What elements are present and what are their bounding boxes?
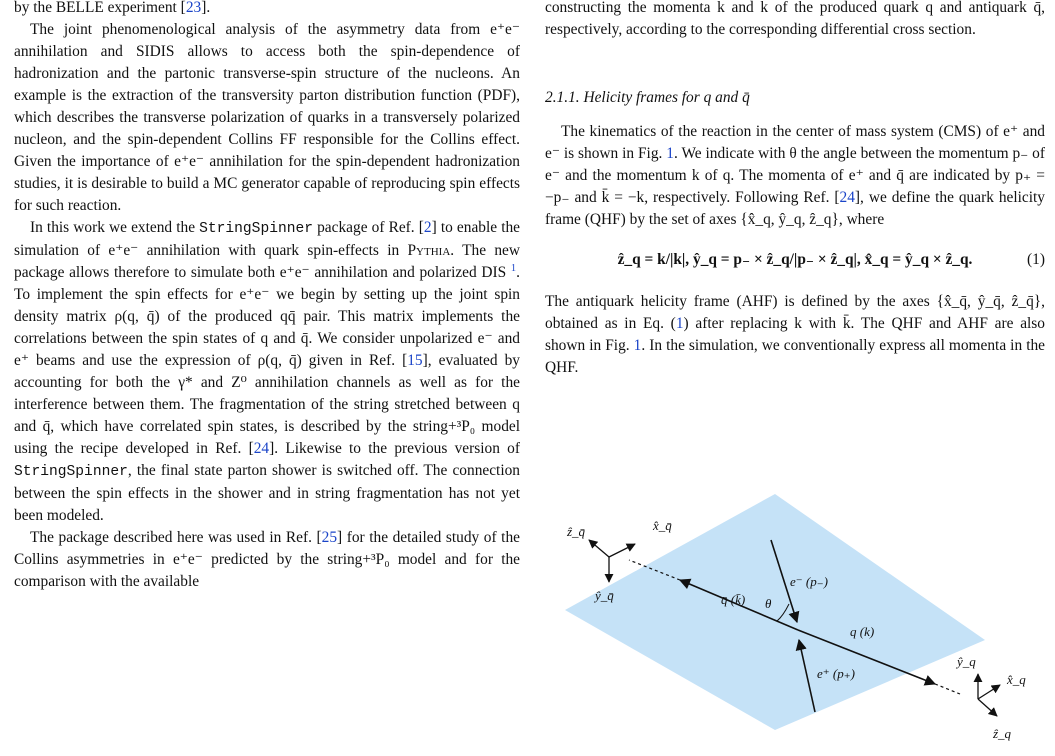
paragraph-this-work: In this work we extend the StringSpinner package of Ref. [2] to enable the simulation of e⁺e⁻ annihilation with quark spin-effects in Pythia. The new package allows therefore to simulate both e⁺e⁻ annihilation and polarized DIS $^1$. To implement the spin effects for e⁺e⁻ we begin by setting up the joint spin density matrix ρ(q, q̄) of the produced qq̄ pair. This matrix implements the correlations between the spin states of q and q̄. We consider unpolarized e⁻ and e⁺ beams and use the expression of ρ(q, q̄) given in Ref. [15], evaluated by accounting for both the γ* and Z⁰ annihilation channels as well as for the interference between them. The fragmentation of the string stretched between q and q̄, which have correlated spin states, is described by the string+³P₀ model using the recipe developed in Ref. [24]. Likewise to the previous version of StringSpinner, the final state parton shower is switched off. The connection between the spin effects in the shower and in string fragmentation has not yet been modeled. [14, 219, 520, 524]
equation-link[interactable]: 1 [675, 315, 684, 332]
label-y-q: ŷ_q [957, 654, 976, 669]
label-y-qbar: ŷ_q̄ [595, 588, 614, 603]
label-e-plus: e⁺ (p₊) [817, 666, 855, 681]
label-x-q: x̂_q [1007, 672, 1026, 687]
equation-body: ẑ_q = k/|k|, ŷ_q = p₋ × ẑ_q/|p₋ × ẑ_q|, x̂_q = ŷ_q × ẑ_q. [617, 251, 973, 268]
ahf-x-axis [609, 544, 635, 557]
footnote-link[interactable]: 1 [510, 262, 517, 274]
package-name: StringSpinner [14, 464, 128, 480]
ahf-z-axis [589, 540, 609, 557]
left-first-line: by the BELLE experiment [23]. [14, 0, 211, 16]
left-column [14, 0, 520, 593]
paragraph-ahf: The antiquark helicity frame (AHF) is defined by the axes {x̂_q̄, ŷ_q̄, ẑ_q̄}, obtained as in Eq. (1) after replacing k with k̄. The QHF and AHF are also shown in Fig. 1. In the simulation, we conventionally express all momenta in the QHF. [545, 293, 1045, 376]
right-column [545, 0, 1045, 379]
qhf-z-axis [978, 699, 997, 716]
section-heading: 2.1.1. Helicity frames for q and q̄ [545, 89, 750, 106]
kinematics-figure [545, 480, 1045, 750]
citation-link[interactable]: 25 [321, 529, 338, 546]
quark-axis-dashed [935, 684, 960, 694]
citation-link[interactable]: 2 [423, 219, 432, 236]
citation-link[interactable]: 23 [185, 0, 202, 16]
paragraph-joint-analysis: The joint phenomenological analysis of the asymmetry data from e⁺e⁻ annihilation and SIDIS allows to access both the spin-dependence of hadronization and the partonic transverse-spin structure of the nucleons. An example is the extraction of the transversity parton distribution function (PDF), which describes the transverse polarization of quarks in a transversely polarized nucleon, and the spin-dependent Collins FF responsible for the Collins effect. Given the importance of e⁺e⁻ annihilation for the spin-dependent hadronization studies, it is desirable to build a MC generator capable of reproducing spin effects for such reaction. [14, 21, 520, 214]
label-theta: θ [765, 596, 772, 611]
equation-number: (1) [1027, 251, 1045, 268]
label-z-qbar: ẑ_q̄ [567, 524, 586, 539]
pythia-name: Pythia [407, 242, 451, 259]
figure-link[interactable]: 1 [666, 145, 674, 162]
label-e-minus: e⁻ (p₋) [790, 574, 828, 589]
paragraph-kinematics: The kinematics of the reaction in the center of mass system (CMS) of e⁺ and e⁻ is shown in Fig. 1. We indicate with θ the angle between the momentum p₋ of e⁻ and the momentum k of q. The momenta of e⁺ and q̄ are indicated by p₊ = −p₋ and k̄ = −k, respectively. Following Ref. [24], we define the quark helicity frame (QHF) by the set of axes {x̂_q, ŷ_q, ẑ_q}, where [545, 123, 1046, 228]
citation-link[interactable]: 15 [407, 352, 423, 369]
reaction-plane [565, 494, 985, 730]
qhf-x-axis [978, 685, 1000, 699]
citation-link[interactable]: 24 [253, 440, 270, 457]
package-name: StringSpinner [199, 221, 313, 237]
paragraph-package-use: The package described here was used in Ref. [25] for the detailed study of the Collins asymmetries in e⁺e⁻ predicted by the string+³P₀ model and for the comparison with the available [14, 529, 520, 590]
paragraph-momenta: constructing the momenta k and k̄ of the produced quark q and antiquark q̄, respectively, according to the corresponding differential cross section. [545, 0, 1045, 38]
label-z-q: ẑ_q [993, 726, 1012, 741]
equation-1 [545, 245, 1045, 275]
label-q: q (k) [850, 624, 875, 639]
figure-link[interactable]: 1 [633, 337, 642, 354]
label-x-qbar: x̂_q̄ [653, 518, 672, 533]
label-qbar: q̄ (k̄) [721, 592, 746, 607]
citation-link[interactable]: 24 [839, 189, 855, 206]
